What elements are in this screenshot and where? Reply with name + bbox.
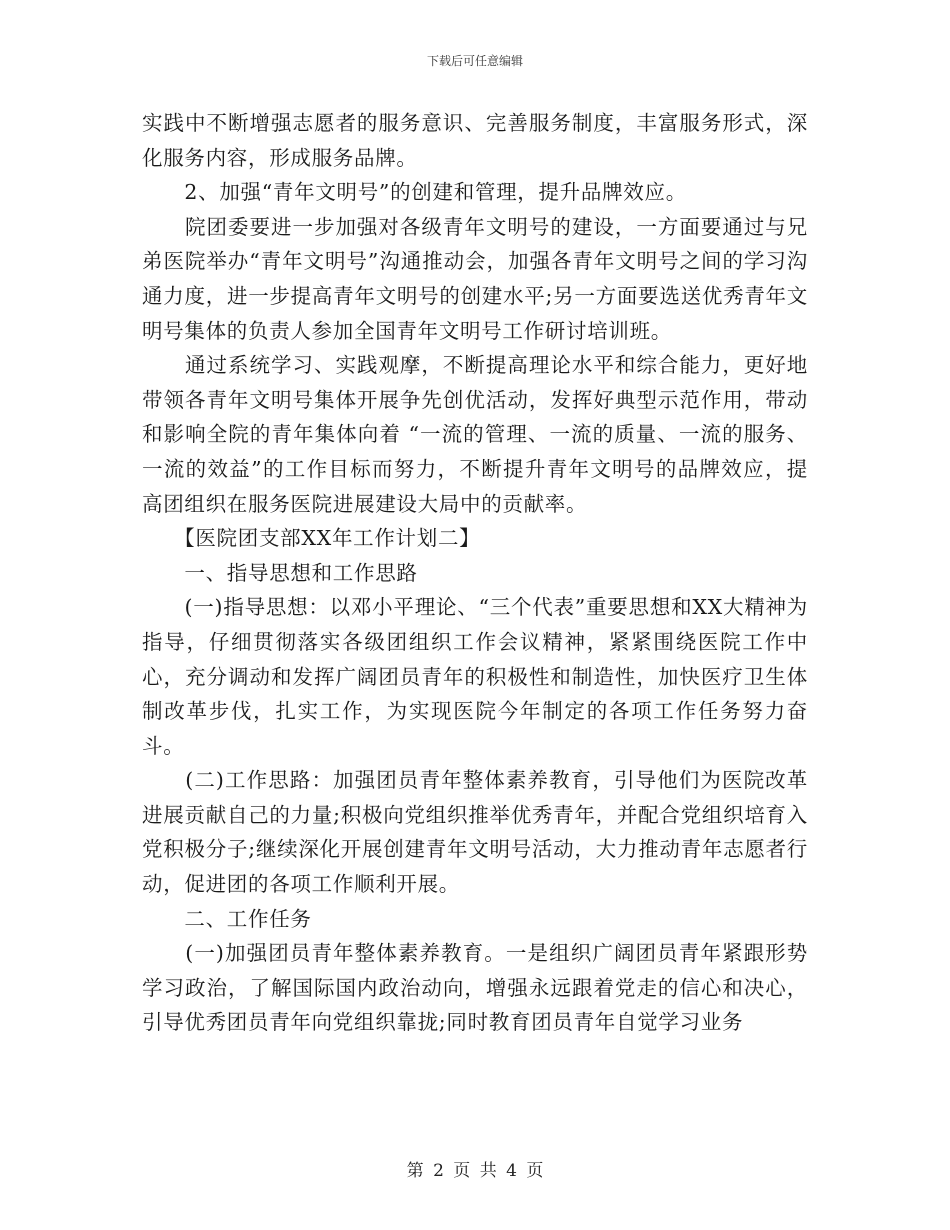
page-number: 第 2 页 共 4 页 bbox=[406, 1161, 544, 1181]
paragraph: 2、加强“青年文明号”的创建和管理，提升品牌效应。 bbox=[142, 180, 687, 205]
page-header: 下载后可任意编辑 bbox=[426, 54, 523, 68]
paragraph: 院团委要进一步加强对各级青年文明号的建设，一方面要通过与兄弟医院举办“青年文明号”沟通推动会，加强各青年文明号之间的学习沟通力度，进一步提高青年文明号的创建水平;另一方面要选送优秀青年文明号集体的负责人参加全国青年文明号工作研讨培训班。 bbox=[142, 214, 808, 343]
paragraph: (一)加强团员青年整体素养教育。一是组织广阔团员青年紧跟形势学习政治，了解国际国内政治动向，增强永远跟着党走的信心和决心，引导优秀团员青年向党组织靠拢;同时教育团员青年自觉学习业务 bbox=[142, 941, 808, 1035]
paragraph: 实践中不断增强志愿者的服务意识、完善服务制度，丰富服务形式，深化服务内容，形成服务品牌。 bbox=[142, 111, 808, 170]
paragraph: (一)指导思想：以邓小平理论、“三个代表”重要思想和XX大精神为指导，仔细贯彻落实各级团组织工作会议精神，紧紧围绕医院工作中心，充分调动和发挥广阔团员青年的积极性和制造性，加快医疗卫生体制改革步伐，扎实工作，为实现医院今年制定的各项工作任务努力奋斗。 bbox=[142, 595, 808, 758]
section-heading: 一、指导思想和工作思路 bbox=[142, 560, 418, 585]
document-body bbox=[142, 106, 808, 1040]
paragraph: 通过系统学习、实践观摩，不断提高理论水平和综合能力，更好地带领各青年文明号集体开展争先创优活动，发挥好典型示范作用，带动和影响全院的青年集体向着 “一流的管理、一流的质量、一流的服务、一流的效益”的工作目标而努力，不断提升青年文明号的品牌效应，提高团组织在服务医院进展建设大局中的贡献率。 bbox=[142, 353, 808, 516]
section-heading: 二、工作任务 bbox=[142, 906, 312, 931]
paragraph: (二)工作思路：加强团员青年整体素养教育，引导他们为医院改革进展贡献自己的力量;积极向党组织推举优秀青年，并配合党组织培育入党积极分子;继续深化开展创建青年文明号活动，大力推动青年志愿者行动，促进团的各项工作顺利开展。 bbox=[142, 768, 808, 897]
section-heading: 【医院团支部XX年工作计划二】 bbox=[142, 526, 481, 551]
